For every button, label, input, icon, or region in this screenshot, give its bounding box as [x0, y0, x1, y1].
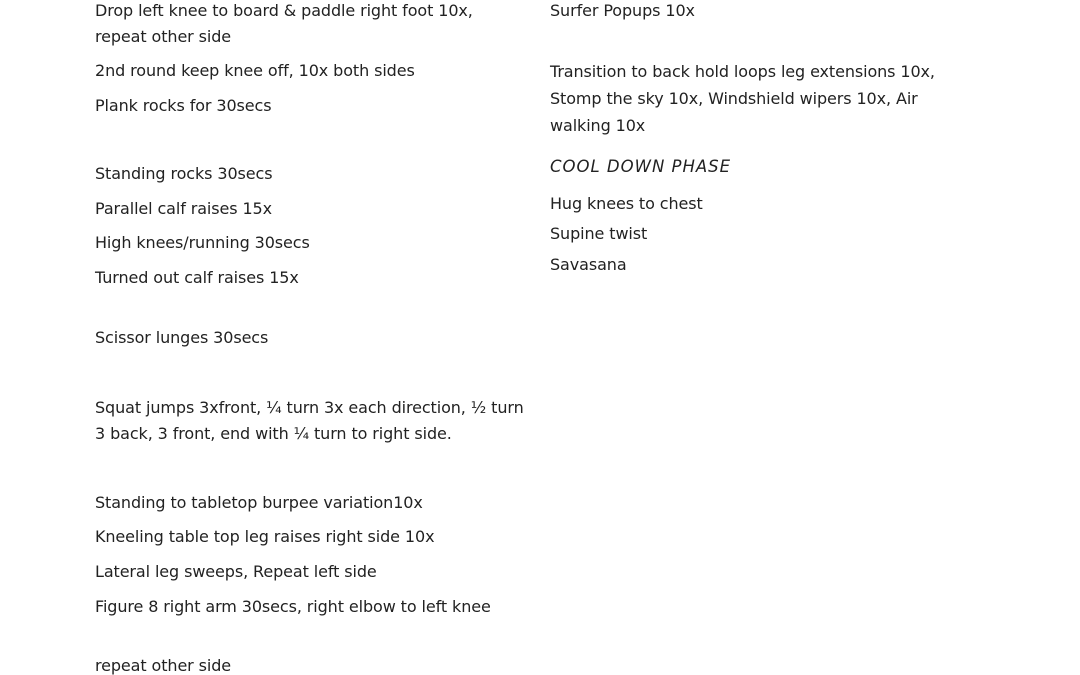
exercise-item: Parallel calf raises 15x	[95, 199, 273, 218]
cool-down-item: Savasana	[550, 255, 627, 274]
exercise-item: Kneeling table top leg raises right side 10x	[95, 527, 435, 546]
exercise-item: Squat jumps 3xfront, ¼ turn 3x each direction, ½ turn 3 back, 3 front, end with ¼ turn to right side.	[95, 398, 524, 443]
exercise-item: Lateral leg sweeps, Repeat left side	[95, 562, 377, 581]
exercise-item: Surfer Popups 10x	[550, 1, 695, 20]
exercise-item: Standing rocks 30secs	[95, 164, 273, 183]
section-heading-cool-down: COOL DOWN PHASE	[550, 157, 732, 176]
exercise-item: Plank rocks for 30secs	[95, 96, 272, 115]
exercise-item: Figure 8 right arm 30secs, right elbow to left knee	[95, 597, 491, 616]
exercise-item: 2nd round keep knee off, 10x both sides	[95, 61, 415, 80]
exercise-item: repeat other side	[95, 656, 232, 675]
exercise-item: Turned out calf raises 15x	[95, 268, 299, 287]
exercise-item: Transition to back hold loops leg extensions 10x, Stomp the sky 10x, Windshield wipers 10x, Air walking 10x	[550, 62, 935, 135]
exercise-item: Scissor lunges 30secs	[95, 328, 269, 347]
exercise-item: High knees/running 30secs	[95, 233, 310, 252]
cool-down-item: Hug knees to chest	[550, 194, 703, 213]
exercise-item: Drop left knee to board & paddle right foot 10x, repeat other side	[95, 1, 473, 46]
cool-down-item: Supine twist	[550, 224, 648, 243]
exercise-item: Standing to tabletop burpee variation10x	[95, 493, 423, 512]
